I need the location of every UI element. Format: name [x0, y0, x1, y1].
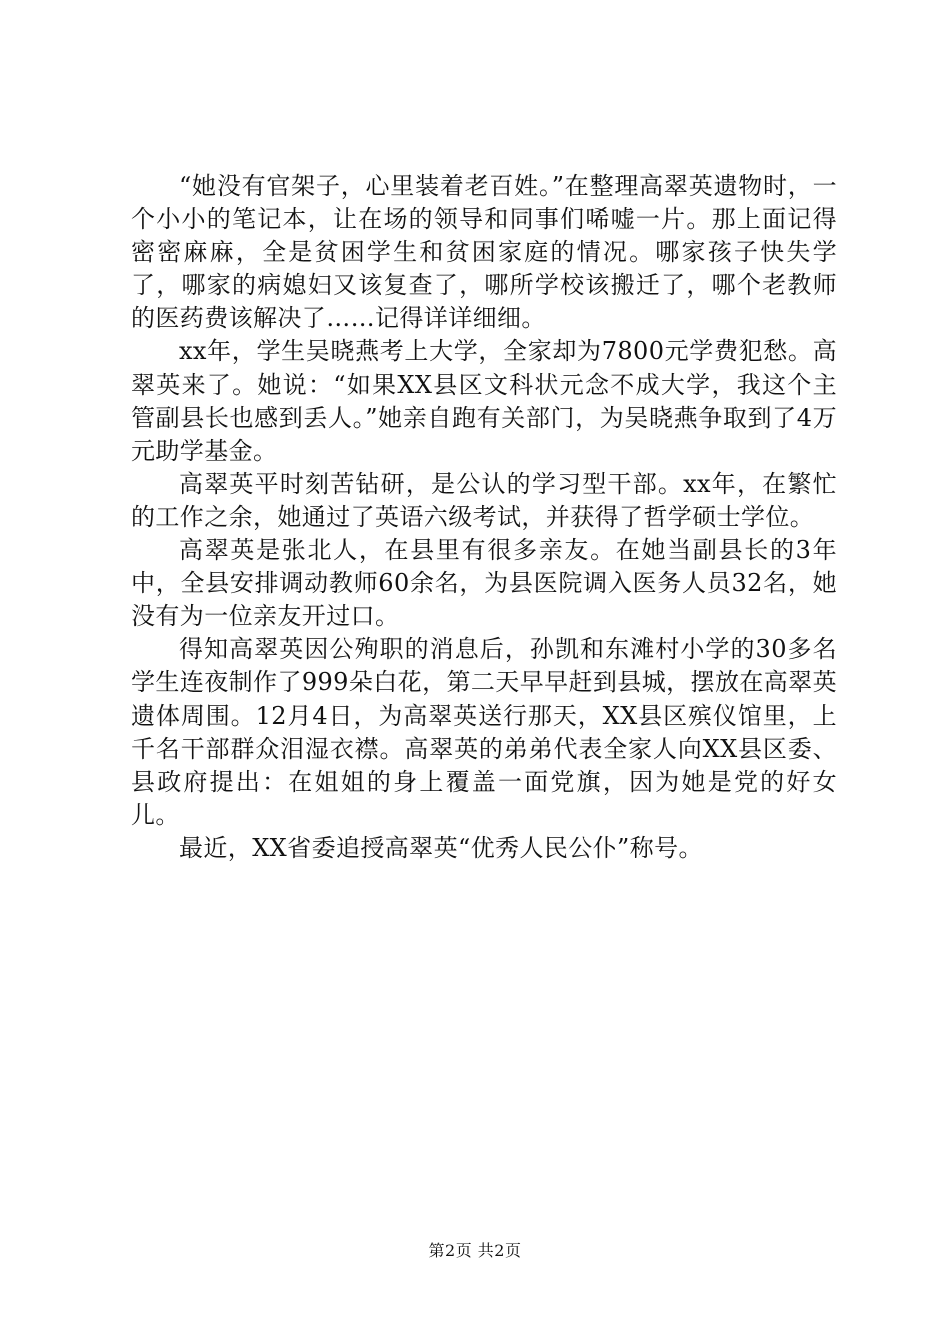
paragraph-tuition: xx年，学生吴晓燕考上大学，全家却为7800元学费犯愁。高翠英来了。她说：“如果XX县区文科状元念不成大学，我这个主管副县长也感到丢人。”她亲自跑有关部门，为吴晓燕争取到了4万元助学基金。 — [131, 337, 837, 465]
paragraph-study: 高翠英平时刻苦钻研，是公认的学习型干部。xx年，在繁忙的工作之余，她通过了英语六级考试，并获得了哲学硕士学位。 — [131, 469, 837, 531]
page-number-footer: 第2页 共2页 — [428, 1241, 522, 1260]
document-body — [131, 170, 837, 865]
paragraph-memorial: 得知高翠英因公殉职的消息后，孙凯和东滩村小学的30多名学生连夜制作了999朵白花，第二天早早赶到县城，摆放在高翠英遗体周围。12月4日，为高翠英送行那天，XX县区殡仪馆里，上千名干部群众泪湿衣襟。高翠英的弟弟代表全家人向XX县区委、县政府提出：在姐姐的身上覆盖一面党旗，因为她是党的好女儿。 — [131, 635, 837, 829]
paragraph-honor: 最近，XX省委追授高翠英“优秀人民公仆”称号。 — [179, 833, 703, 862]
paragraph-notebook: “她没有官架子，心里装着老百姓。”在整理高翠英遗物时，一个小小的笔记本，让在场的领导和同事们唏嘘一片。那上面记得密密麻麻，全是贫困学生和贫困家庭的情况。哪家孩子快失学了，哪家的病媳妇又该复查了，哪所学校该搬迁了，哪个老教师的医药费该解决了……记得详详细细。 — [131, 172, 837, 333]
paragraph-relatives: 高翠英是张北人，在县里有很多亲友。在她当副县长的3年中，全县安排调动教师60余名，为县医院调入医务人员32名，她没有为一位亲友开过口。 — [131, 536, 837, 631]
